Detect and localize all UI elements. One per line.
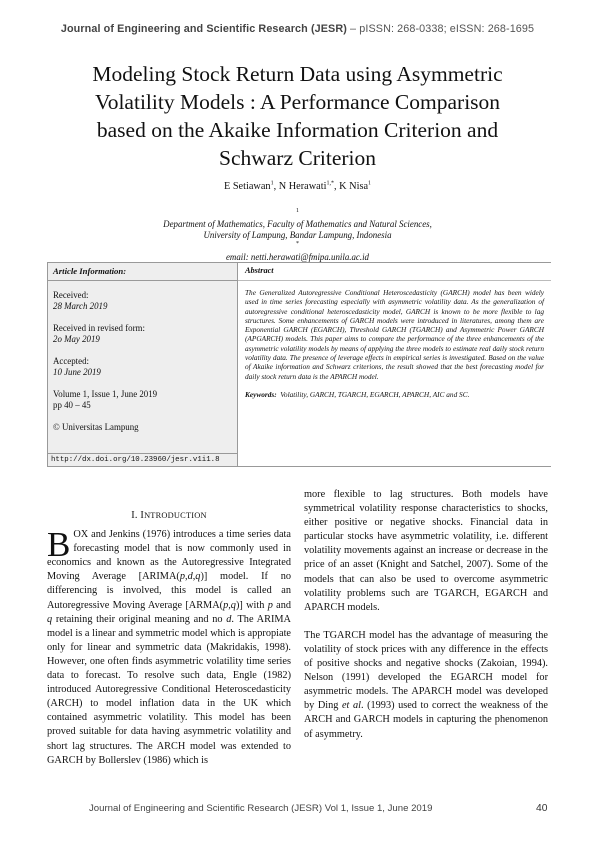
abstract-body — [238, 281, 551, 399]
page-footer: Journal of Engineering and Scientific Research (JESR) Vol 1, Issue 1, June 2019 — [89, 803, 433, 814]
abstract-box — [238, 262, 551, 467]
title-line: Schwarz Criterion — [218, 146, 377, 170]
title-line: Volatility Models : A Performance Comparison — [94, 90, 501, 114]
journal-issn: – pISSN: 268-0338; eISSN: 268-1695 — [346, 23, 535, 35]
page-number: 40 — [536, 803, 548, 814]
received-date: 28 March 2019 — [53, 301, 108, 311]
article-info-heading: Article Information: — [48, 263, 237, 281]
journal-name: Journal of Engineering and Scientific Research (JESR) — [60, 23, 347, 35]
journal-header — [0, 23, 595, 35]
keywords-label: Keywords: — [245, 389, 277, 399]
revised-date: 2o May 2019 — [53, 334, 100, 344]
corresponding-email: * email: netti.herawati@fmipa.unila.ac.id — [225, 241, 369, 262]
drop-cap: B — [47, 525, 71, 565]
author-name: , N Herawati — [273, 181, 327, 192]
body-paragraph: more flexible to lag structures. Both models have symmetrical volatility response characteristics to shocks, either positive or negative shocks. Financial data in particular stocks have asymmetric volatility, i.e. different volatility movements against an increase or decrease in the price of an asset (Knight and Satchel, 2007). Some of the models that can also be used to overcome asymmetric volatility problems such are TGARCH, EGARCH and APARCH models. — [304, 489, 548, 613]
author-affil-mark: 1,* — [326, 180, 334, 187]
email-mark: * — [296, 241, 299, 248]
affiliation-line: $^1$ Department of Mathematics, Faculty of Mathematics and Natural Sciences, — [163, 208, 432, 229]
article-info-body — [48, 281, 237, 433]
affiliation — [0, 208, 595, 263]
volume-info: Volume 1, Issue 1, June 2019 — [53, 389, 158, 399]
received-label: Received: — [53, 290, 89, 300]
doi-link[interactable]: http://dx.doi.org/10.23960/jesr.v1i1.8 — [48, 453, 237, 466]
accepted-label: Accepted: — [53, 356, 89, 366]
body-column-left — [47, 509, 291, 768]
article-info-box — [47, 262, 238, 467]
paper-title — [40, 60, 555, 172]
author-affil-mark: 1 — [270, 180, 274, 187]
accepted-date: 10 June 2019 — [53, 367, 101, 377]
title-line: based on the Akaike Information Criterion and — [96, 118, 499, 142]
page-range: pp 40 – 45 — [53, 400, 91, 410]
affil-mark: 1 — [296, 208, 299, 215]
abstract-text: The Generalized Autoregressive Conditional Heteroscedasticity (GARCH) model has been widely used in time series forecasting especially with asymmetric volatility data. As the generalization of autoregressive conditional heteroscedasticity model, GARCH is known to be more flexible to lag structures. Some enhancements of GARCH models were introduced in literatures, among them are Exponential GARCH (EGARCH), Threshold GARCH (TGARCH) and Asymmetric Power GARCH (APGARCH) models. This paper aims to compare the performance of the three enhancements of the asymmetric volatility models by means of applying the three models to estimate real daily stock return volatility data. The presence of leverage effects in empirical series is investigated. Based on the value of Akaike information and Schwarz criterions, the result showed that the best forecasting model for daily stock return data is the APARCH model. — [245, 288, 544, 381]
keywords-list: Volatility, GARCH, TGARCH, EGARCH, APARCH, AIC and SC. — [280, 389, 470, 399]
body-paragraph: The TGARCH model has the advantage of measuring the volatility of stock prices with any difference in the effects of positive shocks and negative shocks (Zakoian, 1994). Nelson (1991) developed the EGARCH model for asymmetric models. The APARCH model was developed by Ding et al. (1993) used to correct the weakness of the ARCH and GARCH models in capturing the phenomenon of asymmetry. — [304, 629, 548, 740]
author-name: E Setiawan — [223, 181, 271, 192]
author-list — [0, 181, 595, 192]
copyright: © Universitas Lampung — [53, 422, 139, 432]
intro-paragraph: BOX and Jenkins (1976) introduces a time series data forecasting model that is now commonly used in economics and known as the Autoregressive Integrated Moving Average [ARIMA(p,d,q)] model. If no differencing is involved, this model is called an Autoregressive Moving Average [ARMA(p,q)] with p and q retaining their original meaning and no d. The ARIMA model is a linear and symmetric model which is appropiate only for linear and symmetric data (Makridakis, 1998). However, one often finds asymmetric volatility time series data to forecast. To resolve such data, Engle (1982) introduced Autoregressive Conditional Heteroscedasticity (ARCH) to model inflation data in the UK which contained asymmetric volatility. This model has been proved suitable for data having asymmetric volatility and short lag structures. The ARCH model was extended to GARCH by Bollerslev (1986) which is — [47, 525, 292, 766]
affiliation-line: University of Lampung, Bandar Lampung, Indonesia — [203, 230, 392, 240]
title-line: Modeling Stock Return Data using Asymmetric — [92, 62, 503, 86]
revised-label: Received in revised form: — [53, 323, 145, 333]
abstract-heading: Abstract — [238, 263, 551, 281]
keywords — [245, 390, 544, 399]
section-heading: I. INTRODUCTION — [131, 510, 207, 521]
author-name: , K Nisa — [333, 181, 369, 192]
author-affil-mark: 1 — [368, 180, 372, 187]
body-column-right — [304, 488, 548, 742]
